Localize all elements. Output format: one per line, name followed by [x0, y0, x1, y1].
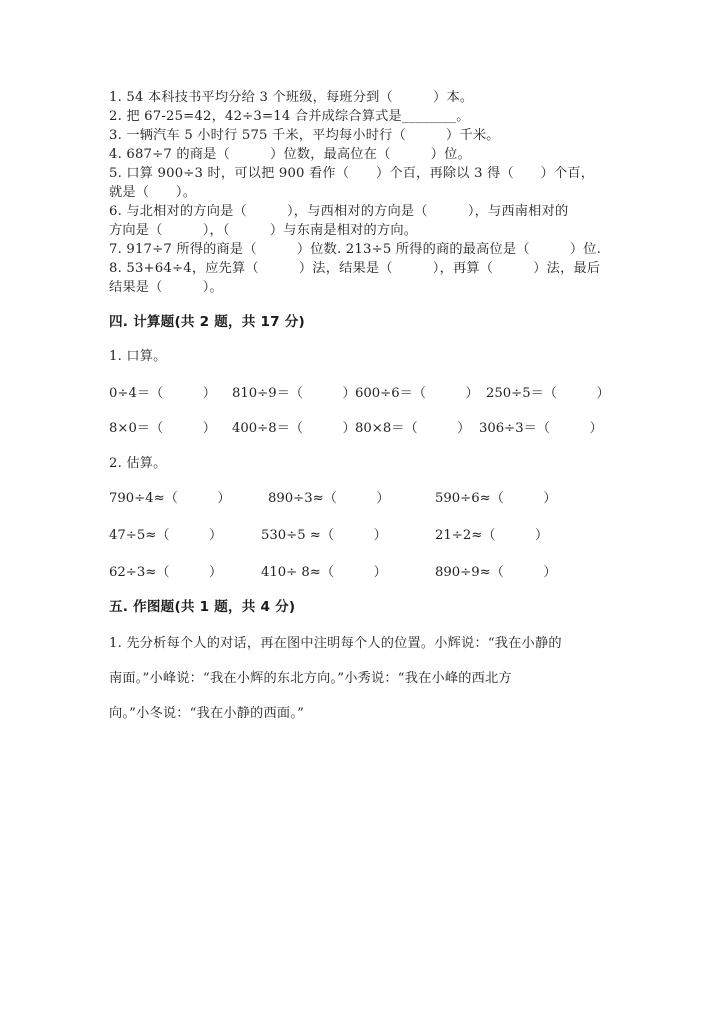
question-8: 8. 53+64÷4，应先算（ ）法，结果是（ ），再算（ ）法，最后	[109, 261, 601, 276]
question-3: 3. 一辆汽车 5 小时行 575 千米，平均每小时行（ ）千米。	[109, 128, 500, 143]
section-four-title: 四. 计算题(共 2 题，共 17 分)	[109, 314, 305, 330]
question-4: 4. 687÷7 的商是（ ）位数，最高位在（ ）位。	[109, 147, 471, 162]
section-five-title: 五. 作图题(共 1 题，共 4 分)	[109, 599, 296, 615]
estimate-item: 790÷4≈（ ）	[109, 491, 231, 506]
oral-item: 8×0＝（ ）	[109, 421, 216, 436]
oral-item: 400÷8＝（ ）	[232, 421, 356, 436]
drawing-question-line: 南面。”小峰说：“我在小辉的东北方向。”小秀说：“我在小峰的西北方	[109, 671, 512, 686]
oral-item: 250÷5＝（ ）	[486, 386, 610, 401]
estimate-item: 530÷5 ≈（ ）	[261, 528, 387, 543]
question-5-cont: 就是（ ）。	[109, 185, 197, 200]
estimate-label: 2. 估算。	[109, 456, 167, 471]
estimate-item: 890÷3≈（ ）	[268, 491, 390, 506]
question-6-cont: 方向是（ ），（ ）与东南是相对的方向。	[109, 223, 418, 238]
question-1: 1. 54 本科技书平均分给 3 个班级，每班分到（ ）本。	[109, 90, 474, 105]
estimate-item: 590÷6≈（ ）	[435, 491, 557, 506]
drawing-question-line: 1. 先分析每个人的对话，再在图中注明每个人的位置。小辉说：“我在小静的	[109, 636, 562, 651]
oral-calc-label: 1. 口算。	[109, 349, 167, 364]
oral-item: 80×8＝（ ）	[355, 421, 471, 436]
question-8-cont: 结果是（ ）。	[109, 280, 223, 295]
estimate-item: 21÷2≈（ ）	[435, 528, 549, 543]
estimate-item: 47÷5≈（ ）	[109, 528, 223, 543]
question-6: 6. 与北相对的方向是（ ），与西相对的方向是（ ），与西南相对的	[109, 204, 569, 219]
question-5: 5. 口算 900÷3 时，可以把 900 看作（ ）个百，再除以 3 得（ ）个百，	[109, 166, 595, 181]
estimate-item: 890÷9≈（ ）	[435, 565, 557, 580]
estimate-item: 62÷3≈（ ）	[109, 565, 223, 580]
estimate-item: 410÷ 8≈（ ）	[261, 565, 387, 580]
question-2: 2. 把 67-25=42，42÷3=14 合并成综合算式是________。	[109, 109, 470, 124]
drawing-question-line: 向。”小冬说：“我在小静的西面。”	[109, 706, 305, 721]
question-7: 7. 917÷7 所得的商是（ ）位数. 213÷5 所得的商的最高位是（ ）位.	[109, 242, 602, 257]
oral-item: 306÷3＝（ ）	[479, 421, 603, 436]
oral-item: 600÷6＝（ ）	[355, 386, 479, 401]
oral-item: 0÷4＝（ ）	[109, 386, 216, 401]
oral-item: 810÷9＝（ ）	[232, 386, 356, 401]
